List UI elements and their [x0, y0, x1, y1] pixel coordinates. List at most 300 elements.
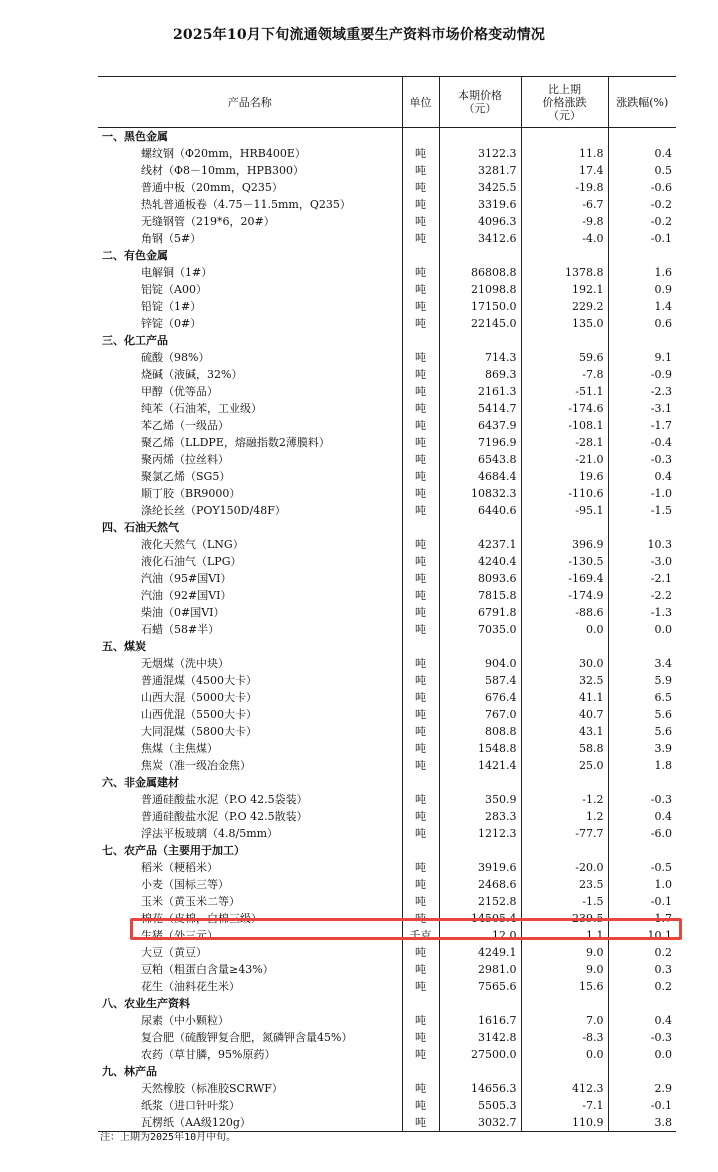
product-name-cell: 普通硅酸盐水泥（P.O 42.5袋装） — [141, 792, 308, 806]
change-percent-cell: -3.1 — [608, 400, 676, 417]
empty-cell — [608, 842, 676, 859]
page-title: 2025年10月下旬流通领域重要生产资料市场价格变动情况 — [172, 27, 546, 43]
price-cell: 14656.3 — [439, 1080, 521, 1097]
table-row — [98, 1046, 676, 1063]
table-row — [98, 1097, 676, 1114]
change-percent-cell: 0.0 — [608, 621, 676, 638]
price-change-cell: 396.9 — [521, 536, 608, 553]
price-change-cell: 43.1 — [521, 723, 608, 740]
unit-cell: 吨 — [402, 468, 439, 485]
product-name-cell: 顺丁胶（BR9000） — [141, 486, 241, 500]
table-row — [98, 740, 676, 757]
change-percent-cell: 10.1 — [608, 927, 676, 944]
price-change-cell: -108.1 — [521, 417, 608, 434]
empty-cell — [439, 1063, 521, 1080]
table-row — [98, 604, 676, 621]
product-name-cell: 花生（油料花生米） — [141, 979, 240, 993]
price-change-cell: -7.1 — [521, 1097, 608, 1114]
change-percent-cell: 5.6 — [608, 723, 676, 740]
price-cell: 6440.6 — [439, 502, 521, 519]
product-name-cell: 线材（Φ8－10mm，HPB300） — [141, 163, 304, 177]
empty-cell — [608, 1063, 676, 1080]
price-cell: 3281.7 — [439, 162, 521, 179]
price-cell: 3425.5 — [439, 179, 521, 196]
empty-cell — [521, 638, 608, 655]
unit-cell: 吨 — [402, 876, 439, 893]
change-percent-cell: 0.2 — [608, 978, 676, 995]
empty-cell — [402, 1063, 439, 1080]
price-cell: 22145.0 — [439, 315, 521, 332]
product-name-cell: 豆粕（粗蛋白含量≥43%） — [141, 962, 274, 976]
price-change-cell: 15.6 — [521, 978, 608, 995]
unit-cell: 吨 — [402, 366, 439, 383]
empty-cell — [521, 842, 608, 859]
price-change-cell: -21.0 — [521, 451, 608, 468]
price-change-cell: 1378.8 — [521, 264, 608, 281]
price-change-cell: -7.8 — [521, 366, 608, 383]
price-cell: 7815.8 — [439, 587, 521, 604]
table-row — [98, 961, 676, 978]
table-row — [98, 145, 676, 162]
price-cell: 6437.9 — [439, 417, 521, 434]
price-cell: 10832.3 — [439, 485, 521, 502]
price-cell: 7196.9 — [439, 434, 521, 451]
unit-cell: 吨 — [402, 757, 439, 774]
table-row — [98, 468, 676, 485]
price-cell: 2468.6 — [439, 876, 521, 893]
table-row — [98, 553, 676, 570]
price-cell: 3412.6 — [439, 230, 521, 247]
price-change-cell: -19.8 — [521, 179, 608, 196]
price-cell: 2981.0 — [439, 961, 521, 978]
category-row — [98, 1063, 676, 1080]
empty-cell — [439, 995, 521, 1012]
table-row — [98, 791, 676, 808]
change-percent-cell: -0.2 — [608, 213, 676, 230]
change-percent-cell: -2.2 — [608, 587, 676, 604]
product-name-cell: 汽油（92#国VI） — [141, 588, 232, 602]
empty-cell — [608, 247, 676, 264]
price-cell: 3919.6 — [439, 859, 521, 876]
table-body — [98, 128, 676, 1132]
price-cell: 808.8 — [439, 723, 521, 740]
empty-cell — [439, 247, 521, 264]
price-change-cell: 19.6 — [521, 468, 608, 485]
price-change-cell: 0.0 — [521, 621, 608, 638]
empty-cell — [608, 128, 676, 146]
price-cell: 3032.7 — [439, 1114, 521, 1132]
product-name-cell: 电解铜（1#） — [141, 265, 213, 279]
empty-cell — [521, 332, 608, 349]
table-row — [98, 808, 676, 825]
unit-cell: 吨 — [402, 349, 439, 366]
table-row — [98, 621, 676, 638]
table-row — [98, 689, 676, 706]
change-percent-cell: 9.1 — [608, 349, 676, 366]
unit-cell: 吨 — [402, 706, 439, 723]
price-cell: 904.0 — [439, 655, 521, 672]
table-row — [98, 536, 676, 553]
price-cell: 283.3 — [439, 808, 521, 825]
change-percent-cell: -0.5 — [608, 859, 676, 876]
table-row — [98, 281, 676, 298]
price-change-cell: 17.4 — [521, 162, 608, 179]
unit-cell: 吨 — [402, 298, 439, 315]
price-change-cell: 58.8 — [521, 740, 608, 757]
category-row — [98, 519, 676, 536]
category-row — [98, 247, 676, 264]
unit-cell: 吨 — [402, 553, 439, 570]
table-row — [98, 213, 676, 230]
category-label: 一、黑色金属 — [102, 129, 168, 143]
price-cell: 5505.3 — [439, 1097, 521, 1114]
price-change-cell: -77.7 — [521, 825, 608, 842]
unit-cell: 吨 — [402, 485, 439, 502]
empty-cell — [521, 247, 608, 264]
unit-cell: 吨 — [402, 791, 439, 808]
price-change-cell: 59.6 — [521, 349, 608, 366]
table-row — [98, 196, 676, 213]
change-percent-cell: -0.6 — [608, 179, 676, 196]
unit-cell: 吨 — [402, 264, 439, 281]
unit-cell: 吨 — [402, 570, 439, 587]
change-percent-cell: -0.4 — [608, 434, 676, 451]
change-percent-cell: 0.4 — [608, 468, 676, 485]
product-name-cell: 汽油（95#国VI） — [141, 571, 232, 585]
price-cell: 587.4 — [439, 672, 521, 689]
category-row — [98, 128, 676, 146]
empty-cell — [402, 247, 439, 264]
product-name-cell: 无烟煤（洗中块） — [141, 656, 229, 670]
price-change-cell: 1.2 — [521, 808, 608, 825]
table-row — [98, 893, 676, 910]
price-change-cell: -130.5 — [521, 553, 608, 570]
table-row — [98, 978, 676, 995]
price-change-cell: 110.9 — [521, 1114, 608, 1132]
category-row — [98, 774, 676, 791]
table-row — [98, 1029, 676, 1046]
table-row — [98, 944, 676, 961]
price-change-cell: -169.4 — [521, 570, 608, 587]
unit-cell: 吨 — [402, 162, 439, 179]
product-name-cell: 液化天然气（LNG） — [141, 537, 244, 551]
price-change-cell: -174.6 — [521, 400, 608, 417]
table-row — [98, 400, 676, 417]
change-percent-cell: 10.3 — [608, 536, 676, 553]
price-cell: 1548.8 — [439, 740, 521, 757]
table-row — [98, 383, 676, 400]
unit-cell: 吨 — [402, 1012, 439, 1029]
price-cell: 1212.3 — [439, 825, 521, 842]
product-name-cell: 甲醇（优等品） — [141, 384, 218, 398]
table-row — [98, 485, 676, 502]
change-percent-cell: 0.6 — [608, 315, 676, 332]
price-cell: 1616.7 — [439, 1012, 521, 1029]
change-percent-cell: -0.3 — [608, 451, 676, 468]
table-row — [98, 825, 676, 842]
price-change-cell: 9.0 — [521, 961, 608, 978]
price-change-cell: -95.1 — [521, 502, 608, 519]
product-name-cell: 山西优混（5500大卡） — [141, 707, 257, 721]
price-cell: 14505.4 — [439, 910, 521, 927]
unit-cell: 吨 — [402, 825, 439, 842]
empty-cell — [439, 638, 521, 655]
empty-cell — [402, 842, 439, 859]
price-change-cell: -8.3 — [521, 1029, 608, 1046]
footnote: 注：上期为2025年10月中旬。 — [100, 1132, 237, 1143]
product-name-cell: 螺纹钢（Φ20mm，HRB400E） — [141, 146, 306, 160]
change-percent-cell: 6.5 — [608, 689, 676, 706]
empty-cell — [439, 332, 521, 349]
product-name-cell: 普通中板（20mm，Q235） — [141, 180, 283, 194]
change-percent-cell: 0.4 — [608, 808, 676, 825]
change-percent-cell: -0.3 — [608, 791, 676, 808]
price-cell: 2161.3 — [439, 383, 521, 400]
price-change-cell: -28.1 — [521, 434, 608, 451]
table-row — [98, 1012, 676, 1029]
change-percent-cell: 0.3 — [608, 961, 676, 978]
product-name-cell: 石蜡（58#半） — [141, 622, 220, 636]
header-price-change-line3: （元） — [548, 108, 581, 122]
price-change-cell: 23.5 — [521, 876, 608, 893]
unit-cell: 吨 — [402, 808, 439, 825]
product-name-cell: 普通混煤（4500大卡） — [141, 673, 257, 687]
empty-cell — [402, 638, 439, 655]
unit-cell: 吨 — [402, 689, 439, 706]
empty-cell — [608, 638, 676, 655]
product-name-cell: 瓦楞纸（AA级120g） — [98, 1114, 402, 1132]
change-percent-cell: 1.8 — [608, 757, 676, 774]
header-current-price-line1: 本期价格 — [458, 89, 502, 102]
change-percent-cell: -0.2 — [608, 196, 676, 213]
header-product-name: 产品名称 — [98, 77, 402, 128]
unit-cell: 吨 — [402, 1029, 439, 1046]
price-cell: 21098.8 — [439, 281, 521, 298]
product-name-cell: 锌锭（0#） — [141, 316, 202, 330]
price-cell: 2152.8 — [439, 893, 521, 910]
empty-cell — [608, 332, 676, 349]
price-change-cell: 9.0 — [521, 944, 608, 961]
table-row — [98, 366, 676, 383]
price-cell: 869.3 — [439, 366, 521, 383]
price-change-cell: -9.8 — [521, 213, 608, 230]
product-name-cell: 聚丙烯（拉丝料） — [141, 452, 229, 466]
change-percent-cell: -1.3 — [608, 604, 676, 621]
category-label: 四、石油天然气 — [102, 520, 179, 534]
product-name-cell: 尿素（中小颗粒） — [141, 1013, 229, 1027]
price-cell: 86808.8 — [439, 264, 521, 281]
product-name-cell: 稻米（粳稻米） — [141, 860, 218, 874]
change-percent-cell: -1.5 — [608, 502, 676, 519]
unit-cell: 吨 — [402, 383, 439, 400]
product-name-cell: 聚氯乙烯（SG5） — [141, 469, 231, 483]
price-change-cell: -88.6 — [521, 604, 608, 621]
change-percent-cell: -0.9 — [608, 366, 676, 383]
category-label: 二、有色金属 — [102, 248, 168, 262]
price-change-cell: -174.9 — [521, 587, 608, 604]
change-percent-cell: 2.9 — [608, 1080, 676, 1097]
product-name-cell: 生猪（外三元） — [141, 928, 218, 942]
table-row — [98, 349, 676, 366]
product-name-cell: 角钢（5#） — [141, 231, 202, 245]
unit-cell: 吨 — [402, 1046, 439, 1063]
price-cell: 4237.1 — [439, 536, 521, 553]
product-name-cell: 柴油（0#国VI） — [141, 605, 225, 619]
unit-cell: 吨 — [402, 400, 439, 417]
price-change-cell: 1.1 — [521, 927, 608, 944]
product-name-cell: 热轧普通板卷（4.75－11.5mm，Q235） — [141, 197, 351, 211]
header-price-change-line2: 价格涨跌 — [542, 95, 587, 109]
category-label: 三、化工产品 — [102, 333, 168, 347]
price-change-cell: -110.6 — [521, 485, 608, 502]
table-row — [98, 927, 676, 944]
header-current-price — [439, 77, 521, 128]
empty-cell — [402, 128, 439, 146]
change-percent-cell: 0.0 — [608, 1046, 676, 1063]
table-row — [98, 876, 676, 893]
unit-cell: 吨 — [402, 451, 439, 468]
table-row — [98, 723, 676, 740]
product-name-cell: 棉花（皮棉，白棉三级） — [141, 911, 262, 925]
empty-cell — [402, 995, 439, 1012]
table-row — [98, 264, 676, 281]
unit-cell: 吨 — [402, 281, 439, 298]
unit-cell: 吨 — [402, 893, 439, 910]
price-cell: 7565.6 — [439, 978, 521, 995]
product-name-cell: 铅锭（1#） — [141, 299, 202, 313]
unit-cell: 吨 — [402, 621, 439, 638]
price-change-cell: -20.0 — [521, 859, 608, 876]
unit-cell: 吨 — [402, 587, 439, 604]
price-change-cell: 40.7 — [521, 706, 608, 723]
change-percent-cell: 3.8 — [608, 1114, 676, 1132]
category-label: 八、农业生产资料 — [102, 996, 190, 1010]
price-cell: 3319.6 — [439, 196, 521, 213]
price-cell: 4249.1 — [439, 944, 521, 961]
unit-cell: 吨 — [402, 213, 439, 230]
price-table — [98, 76, 676, 1132]
unit-cell: 吨 — [402, 672, 439, 689]
header-price-change-line1: 比上期 — [548, 82, 581, 96]
price-change-cell: -6.7 — [521, 196, 608, 213]
unit-cell: 吨 — [402, 978, 439, 995]
price-cell: 3122.3 — [439, 145, 521, 162]
table-row — [98, 417, 676, 434]
empty-cell — [402, 519, 439, 536]
category-row — [98, 995, 676, 1012]
price-change-cell: 41.1 — [521, 689, 608, 706]
price-change-cell: 32.5 — [521, 672, 608, 689]
change-percent-cell: 0.4 — [608, 145, 676, 162]
empty-cell — [521, 774, 608, 791]
change-percent-cell: -0.3 — [608, 1029, 676, 1046]
product-name-cell: 硫酸（98%） — [141, 350, 210, 364]
price-cell: 17150.0 — [439, 298, 521, 315]
product-name-cell: 纯苯（石油苯，工业级） — [141, 401, 262, 415]
price-cell: 4684.4 — [439, 468, 521, 485]
price-change-cell: -51.1 — [521, 383, 608, 400]
unit-cell: 吨 — [402, 910, 439, 927]
price-cell: 3142.8 — [439, 1029, 521, 1046]
empty-cell — [608, 519, 676, 536]
table-row — [98, 672, 676, 689]
table-row — [98, 706, 676, 723]
unit-cell: 吨 — [402, 961, 439, 978]
unit-cell: 吨 — [402, 1097, 439, 1114]
unit-cell: 吨 — [402, 859, 439, 876]
price-cell: 7035.0 — [439, 621, 521, 638]
table-row — [98, 298, 676, 315]
product-name-cell: 苯乙烯（一级品） — [141, 418, 229, 432]
empty-cell — [521, 519, 608, 536]
product-name-cell: 涤纶长丝（POY150D/48F） — [141, 503, 286, 517]
price-cell: 1421.4 — [439, 757, 521, 774]
table-header — [98, 77, 676, 128]
unit-cell: 吨 — [402, 944, 439, 961]
empty-cell — [439, 519, 521, 536]
table-row — [98, 757, 676, 774]
change-percent-cell: 3.9 — [608, 740, 676, 757]
price-cell: 12.0 — [439, 927, 521, 944]
unit-cell: 吨 — [402, 417, 439, 434]
category-label: 七、农产品（主要用于加工） — [102, 843, 245, 857]
table-row — [98, 179, 676, 196]
category-label: 五、煤炭 — [102, 639, 146, 653]
empty-cell — [521, 128, 608, 146]
product-name-cell: 农药（草甘膦，95%原药） — [141, 1047, 276, 1061]
product-name-cell: 大豆（黄豆） — [141, 945, 207, 959]
price-change-cell: 11.8 — [521, 145, 608, 162]
change-percent-cell: -0.1 — [608, 230, 676, 247]
price-cell: 6543.8 — [439, 451, 521, 468]
empty-cell — [608, 995, 676, 1012]
change-percent-cell: 0.4 — [608, 1012, 676, 1029]
product-name-cell: 山西大混（5000大卡） — [141, 690, 257, 704]
product-name-cell: 焦炭（准一级冶金焦） — [141, 758, 251, 772]
change-percent-cell: 1.6 — [608, 264, 676, 281]
product-name-cell: 无缝钢管（219*6，20#） — [141, 214, 275, 228]
empty-cell — [402, 774, 439, 791]
unit-cell: 吨 — [402, 179, 439, 196]
table-row — [98, 434, 676, 451]
change-percent-cell: 1.0 — [608, 876, 676, 893]
product-name-cell: 普通硅酸盐水泥（P.O 42.5散装） — [141, 809, 308, 823]
change-percent-cell: -1.7 — [608, 417, 676, 434]
table-row — [98, 910, 676, 927]
unit-cell: 吨 — [402, 1114, 439, 1132]
price-change-cell: -1.2 — [521, 791, 608, 808]
table-row — [98, 655, 676, 672]
price-change-cell: 412.3 — [521, 1080, 608, 1097]
empty-cell — [521, 995, 608, 1012]
unit-cell: 吨 — [402, 604, 439, 621]
price-change-cell: -4.0 — [521, 230, 608, 247]
change-percent-cell: 3.4 — [608, 655, 676, 672]
header-price-change — [521, 77, 608, 128]
unit-cell: 吨 — [402, 1080, 439, 1097]
price-change-cell: 25.0 — [521, 757, 608, 774]
table-row — [98, 502, 676, 519]
price-cell: 6791.8 — [439, 604, 521, 621]
price-cell: 5414.7 — [439, 400, 521, 417]
change-percent-cell: -1.0 — [608, 485, 676, 502]
price-change-cell: 229.2 — [521, 298, 608, 315]
price-cell: 4240.4 — [439, 553, 521, 570]
change-percent-cell: 0.9 — [608, 281, 676, 298]
unit-cell: 吨 — [402, 723, 439, 740]
change-percent-cell: -0.1 — [608, 1097, 676, 1114]
change-percent-cell: -3.0 — [608, 553, 676, 570]
